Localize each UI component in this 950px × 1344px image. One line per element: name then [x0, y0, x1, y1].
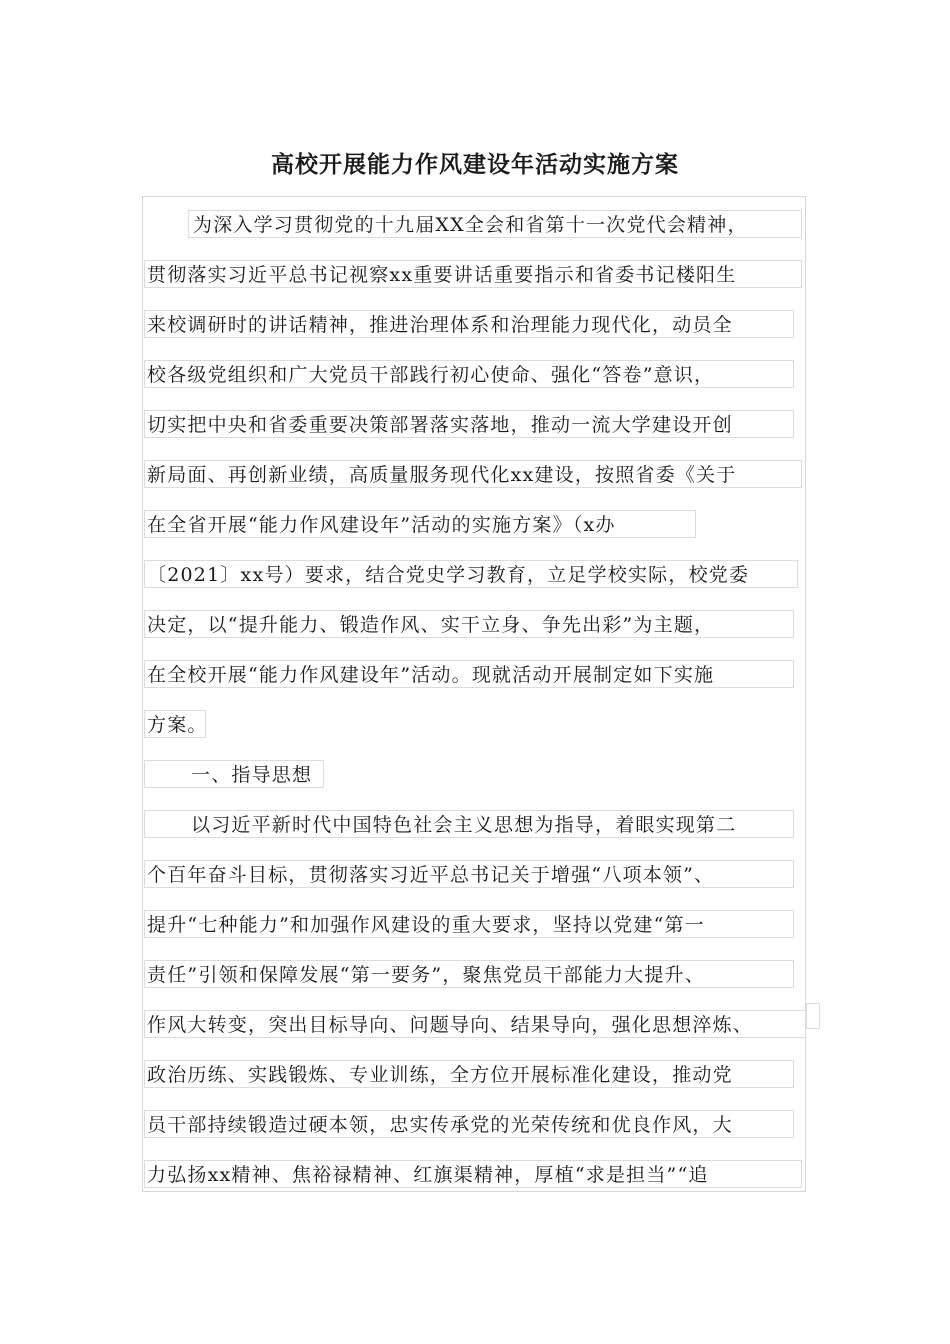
paragraph-line: 政治历练、实践锻炼、专业训练，全方位开展标准化建设，推动党: [144, 1060, 794, 1088]
paragraph-line: 力弘扬xx精神、焦裕禄精神、红旗渠精神，厚植“求是担当”“追: [144, 1160, 802, 1188]
document-title: 高校开展能力作风建设年活动实施方案: [271, 152, 679, 178]
text-frame: [142, 196, 806, 1192]
paragraph-line: 贯彻落实习近平总书记视察xx重要讲话重要指示和省委书记楼阳生: [144, 260, 802, 288]
paragraph-line: 个百年奋斗目标，贯彻落实习近平总书记关于增强“八项本领”、: [144, 860, 794, 888]
paragraph-line: 校各级党组织和广大党员干部践行初心使命、强化“答卷”意识，: [144, 360, 794, 388]
paragraph-line: 提升“七种能力”和加强作风建设的重大要求，坚持以党建“第一: [144, 910, 794, 938]
paragraph-line: 在全校开展“能力作风建设年”活动。现就活动开展制定如下实施: [144, 660, 794, 688]
paragraph-line: 〔2021〕xx号）要求，结合党史学习教育，立足学校实际，校党委: [144, 560, 798, 588]
paragraph-line: 方案。: [144, 710, 206, 738]
paragraph-line: 新局面、再创新业绩，高质量服务现代化xx建设，按照省委《关于: [144, 460, 802, 488]
section-heading: 一、指导思想: [144, 760, 324, 788]
paragraph-line: 决定，以“提升能力、锻造作风、实干立身、争先出彩”为主题，: [144, 610, 794, 638]
paragraph-line: 员干部持续锻造过硬本领，忠实传承党的光荣传统和优良作风，大: [144, 1110, 794, 1138]
paragraph-line: 为深入学习贯彻党的十九届XX全会和省第十一次党代会精神，: [188, 210, 802, 238]
paragraph-line: 以习近平新时代中国特色社会主义思想为指导，着眼实现第二: [144, 810, 794, 838]
paragraph-line: 切实把中央和省委重要决策部署落实落地，推动一流大学建设开创: [144, 410, 794, 438]
paragraph-line: 作风大转变，突出目标导向、问题导向、结果导向，强化思想淬炼、: [144, 1010, 806, 1038]
paragraph-line: 来校调研时的讲话精神，推进治理体系和治理能力现代化，动员全: [144, 310, 794, 338]
paragraph-line: 在全省开展“能力作风建设年”活动的实施方案》（x办: [144, 510, 696, 538]
paragraph-line: 责任”引领和保障发展“第一要务”，聚焦党员干部能力大提升、: [144, 960, 794, 988]
overflow-box: [806, 1003, 820, 1029]
